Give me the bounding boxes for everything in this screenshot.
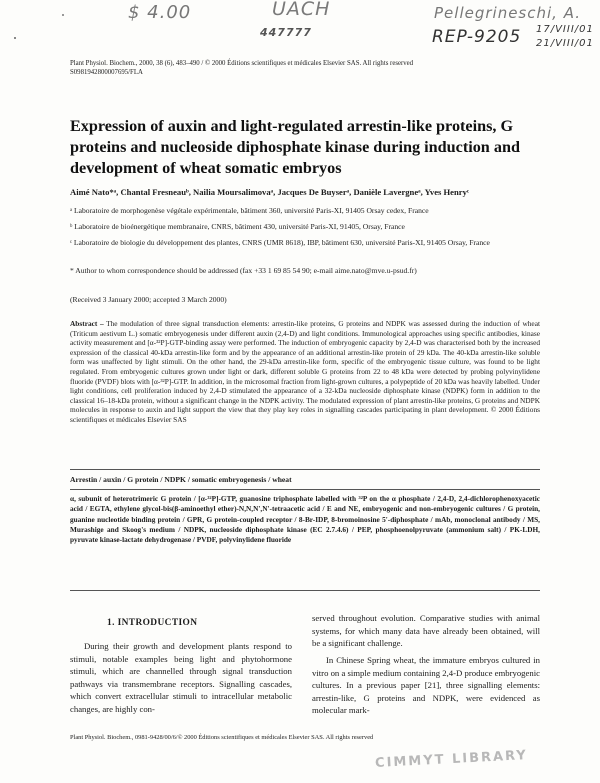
intro-right-paragraph-2: In Chinese Spring wheat, the immature embryos cultured in vitro on a simple medium containing 2,4-D produce embryogenic cultures. In a previous paper [21], three signalling elements: arrestin-like, G proteins and NDPK, were evidenced as molecular mark- (312, 655, 540, 716)
affiliation-b: ᵇ Laboratoire de bioénergétique membranaire, CNRS, bâtiment 430, université Paris-XI, 91405, Orsay, France (70, 222, 405, 231)
journal-citation: Plant Physiol. Biochem., 2000, 38 (6), 483–490 / © 2000 Éditions scientifiques et médicales Elsevier SAS. All rights reserved (70, 60, 414, 67)
correspondence-note: * Author to whom correspondence should be addressed (fax +33 1 69 85 54 90; e-mail aime.nato@mve.u-psud.fr) (70, 266, 417, 275)
intro-left-paragraph: During their growth and development plants respond to stimuli, notable examples being light and phytohormone stimuli, which are channelled through signal transduction pathways via transmembrane receptors. Signalling cascades, which convert extracellular stimuli to intracellular metabolic changes, are highly con- (70, 641, 292, 714)
handwritten-number: 447777 (260, 26, 312, 39)
intro-right-paragraph-1: served throughout evolution. Comparative studies with animal systems, for which many data have already been obtained, will be a significant challenge. (312, 613, 540, 649)
handwritten-date-1: 17/VIII/01 (536, 24, 594, 35)
abstract (70, 319, 540, 425)
divider (70, 590, 540, 591)
article-title: Expression of auxin and light-regulated arrestin-like proteins, G proteins and nucleoside diphosphate kinase during induction and development of wheat somatic embryos (70, 117, 520, 177)
handwritten-date-2: 21/VIII/01 (536, 38, 594, 49)
scan-speck (62, 14, 64, 16)
handwritten-code: UACH (272, 0, 331, 20)
journal-doi: S0981942800007695/FLA (70, 69, 143, 76)
affiliation-a: ᵃ Laboratoire de morphogenèse végétale expérimentale, bâtiment 360, université Paris-XI, 91405 Orsay cedex, France (70, 206, 429, 215)
abstract-label: Abstract – (70, 319, 104, 328)
abstract-text: The modulation of three signal transduction elements: arrestin-like proteins, G proteins and NDPK was assessed during the induction of wheat (Triticum aestivum L.) somatic embryogenesis under different auxin (2,4-D) and light conditions. Immunological approaches using specific antibodies, kinase activity measurement and [α-³²P]-GTP-binding assay were performed. The induction of embryogenic capacity by 2,4-D was characterised both by the increased expression of the classical 40-kDa arrestin-like form and by the appearance of an additional arrestin-like protein of 29 kDa. The 40-kDa arrestin-like soluble form was unaffected by light stimuli. On the other hand, the 29-kDa arrestin-like form, specific of the embryogenic tissue culture, was found to be light regulated. From embryogenic cultures grown under light or dark, different soluble G proteins from 22 to 48 kDa were detected by probing polyvinylidene fluoride (PVDF) blots with [α-³²P]-GTP. In addition, in the microsomal fraction from light-grown cultures, a polypeptide of 20 kDa was heavily labelled. Under light conditions, cell proliferation induced by 2,4-D stimulated the appearance of a 32-kDa nucleoside diphosphate kinase (NDPK) form in addition to the classical 16–18-kDa protein, without a significant change in the NDPK activity. The modulated expression of plant arrestin-like proteins, G proteins and NDPK molecules in response to auxin and light support the view that they play key roles in signalling cascades participating in plant development. © 2000 Éditions scientifiques et médicales Elsevier SAS (70, 319, 540, 424)
library-stamp: CIMMYT LIBRARY (374, 748, 529, 771)
handwritten-ref: REP-9205 (432, 27, 522, 47)
keywords: Arrestin / auxin / G protein / NDPK / somatic embryogenesis / wheat (70, 475, 292, 484)
abbreviations: α, subunit of heterotrimeric G protein / [α-³²P]-GTP, guanosine triphosphate labelled with ³²P on the α phosphate / 2,4-D, 2,4-dichlorophenoxyacetic acid / EGTA, ethylene glycol-bis(β-aminoethyl ether)-N,N,N',N'-tetraacetic acid / E and NE, embryogenic and non-embryogenic cultures / G protein, guanine nucleotide binding protein / GPR, G protein-coupled receptor / 8-Br-IDP, 8-bromoinosine 5'-diphosphate / mAb, monoclonal antibody / MS, Murashige and Skoog's medium / NDPK, nucleoside diphosphate kinase (EC 2.7.4.6) / PEP, phosphoenolpyruvate (ammonium salt) / PK-LDH, pyruvate kinase-lactate dehydrogenase / PVDF, polyvinylidene fluoride (70, 494, 540, 545)
received-dates: (Received 3 January 2000; accepted 3 March 2000) (70, 295, 227, 304)
handwritten-price: $ 4.00 (128, 2, 192, 23)
author-list: Aimé Nato*ᵃ, Chantal Fresneauᵇ, Nailia Moursalimovaᵃ, Jacques De Buyserᵃ, Danièle Lavergneᵃ, Yves Henryᶜ (70, 187, 470, 197)
divider (70, 469, 540, 470)
footer-citation: Plant Physiol. Biochem., 0981-9428/00/6/© 2000 Éditions scientifiques et médicales Elsevier SAS. All rights reserved (70, 734, 374, 741)
scan-speck (14, 37, 16, 39)
divider (70, 489, 540, 490)
section-heading: 1. INTRODUCTION (107, 618, 198, 628)
affiliation-c: ᶜ Laboratoire de biologie du développement des plantes, CNRS (UMR 8618), IBP, bâtiment 630, université Paris-XI, 91405 Orsay, France (70, 238, 490, 247)
handwritten-name: Pellegrineschi, A. (434, 4, 582, 22)
